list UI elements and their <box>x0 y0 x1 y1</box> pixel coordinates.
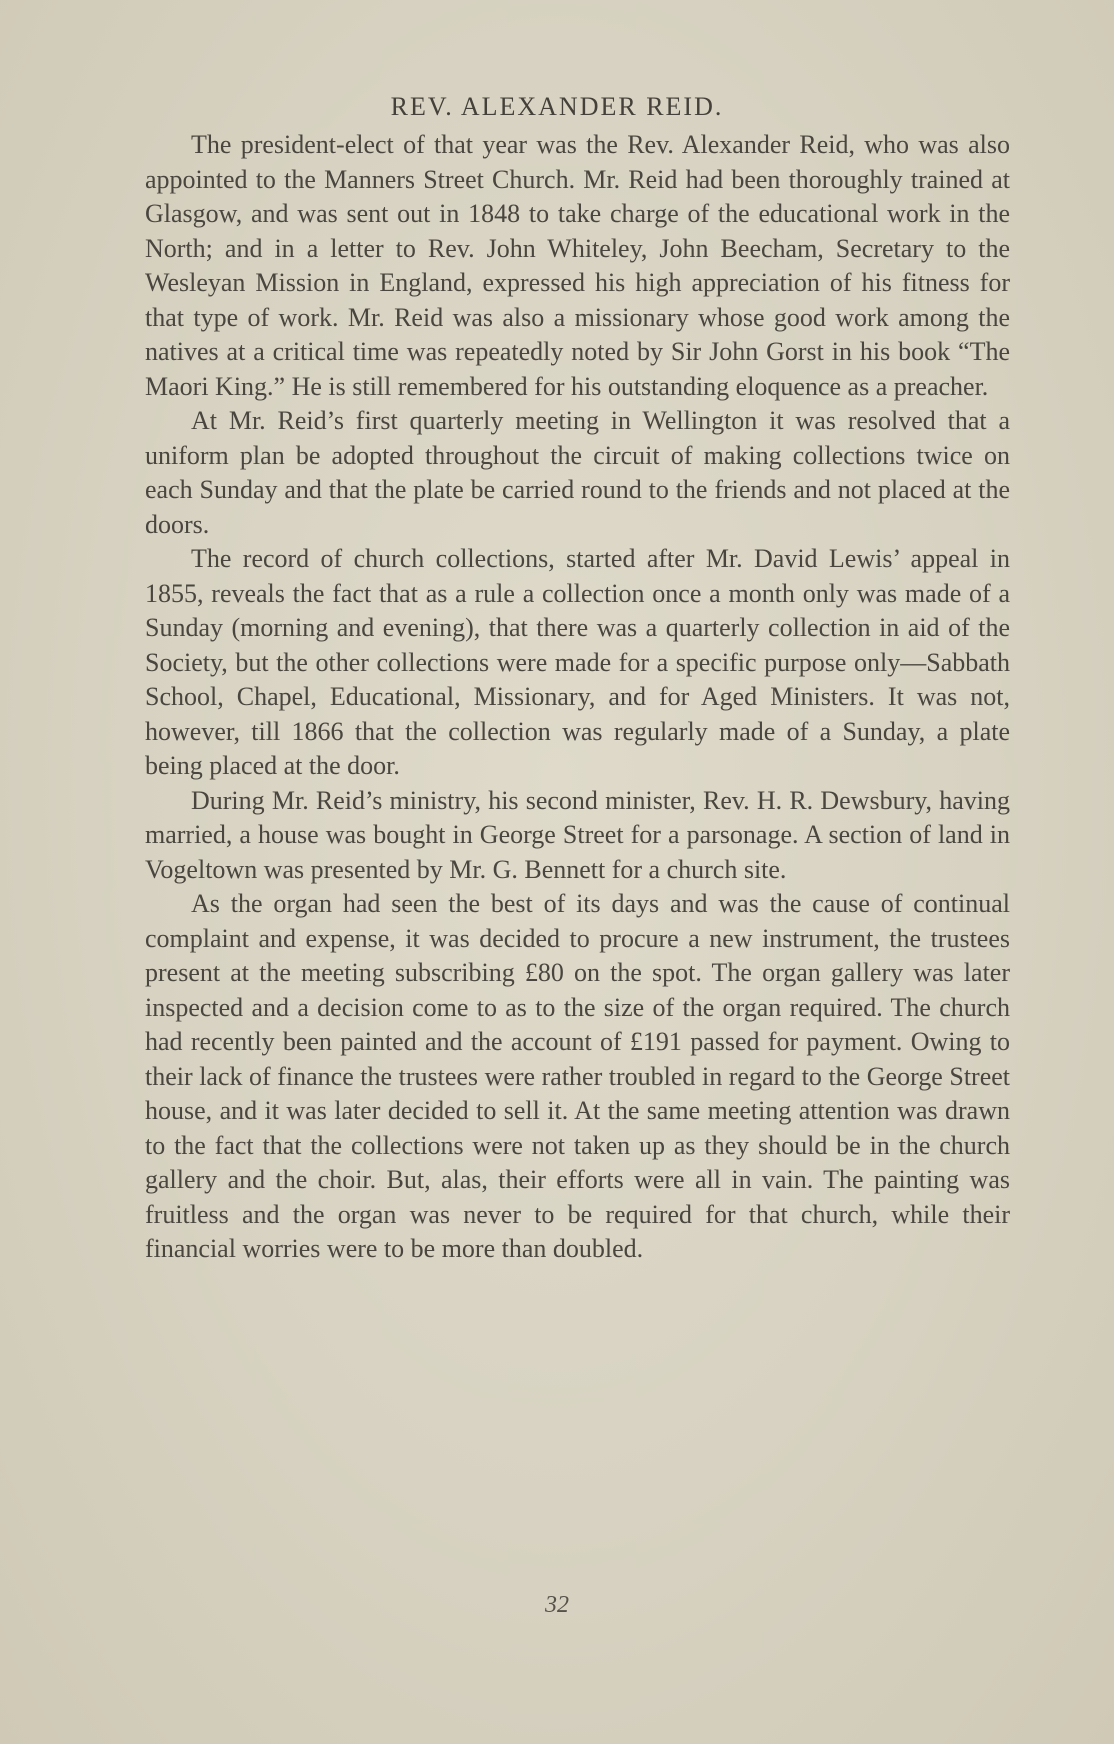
paragraph-reid-introduction: The president-elect of that year was the Rev. Alexander Reid, who was also appointed to the Manners Street Church. Mr. Reid had been thoroughly trained at Glasgow, and was sent out in 1848 to take charge of the educational work in the North; and in a letter to Rev. John Whiteley, John Beecham, Secretary to the Wesleyan Mission in England, expressed his high appreciation of his fitness for that type of work. Mr. Reid was also a missionary whose good work among the natives at a critical time was repeatedly noted by Sir John Gorst in his book “The Maori King.” He is still remembered for his outstanding eloquence as a preacher. <box>145 130 1010 401</box>
body-text <box>145 128 1010 1267</box>
paragraph-parsonage: During Mr. Reid’s ministry, his second minister, Rev. H. R. Dewsbury, having married, a house was bought in George Street for a parsonage. A section of land in Vogeltown was presented by Mr. G. Bennett for a church site. <box>145 785 1010 884</box>
paragraph-church-collections: The record of church collections, started after Mr. David Lewis’ appeal in 1855, reveals the fact that as a rule a collection once a month only was made of a Sunday (morning and evening), that there was a quarterly collection in aid of the Society, but the other collections were made for a specific purpose only—Sabbath School, Chapel, Educational, Missionary, and for Aged Ministers. It was not, however, till 1866 that the collection was regularly made of a Sunday, a plate being placed at the door. <box>145 544 1010 780</box>
paragraph-organ: As the organ had seen the best of its days and was the cause of continual complaint and expense, it was decided to procure a new instrument, the trustees present at the meeting subscribing £80 on the spot. The organ gallery was later inspected and a decision come to as to the size of the organ required. The church had recently been painted and the account of £191 passed for payment. Owing to their lack of finance the trustees were rather troubled in regard to the George Street house, and it was later decided to sell it. At the same meeting attention was drawn to the fact that the collections were not taken up as they should be in the church gallery and the choir. But, alas, their efforts were all in vain. The painting was fruitless and the organ was never to be required for that church, while their financial worries were to be more than doubled. <box>145 889 1010 1263</box>
page-heading: REV. ALEXANDER REID. <box>390 92 724 121</box>
paragraph-quarterly-meeting: At Mr. Reid’s first quarterly meeting in Wellington it was resolved that a uniform plan be adopted throughout the circuit of making collections twice on each Sunday and that the plate be carried round to the friends and not placed at the doors. <box>145 406 1010 539</box>
page-number: 32 <box>545 1592 569 1618</box>
